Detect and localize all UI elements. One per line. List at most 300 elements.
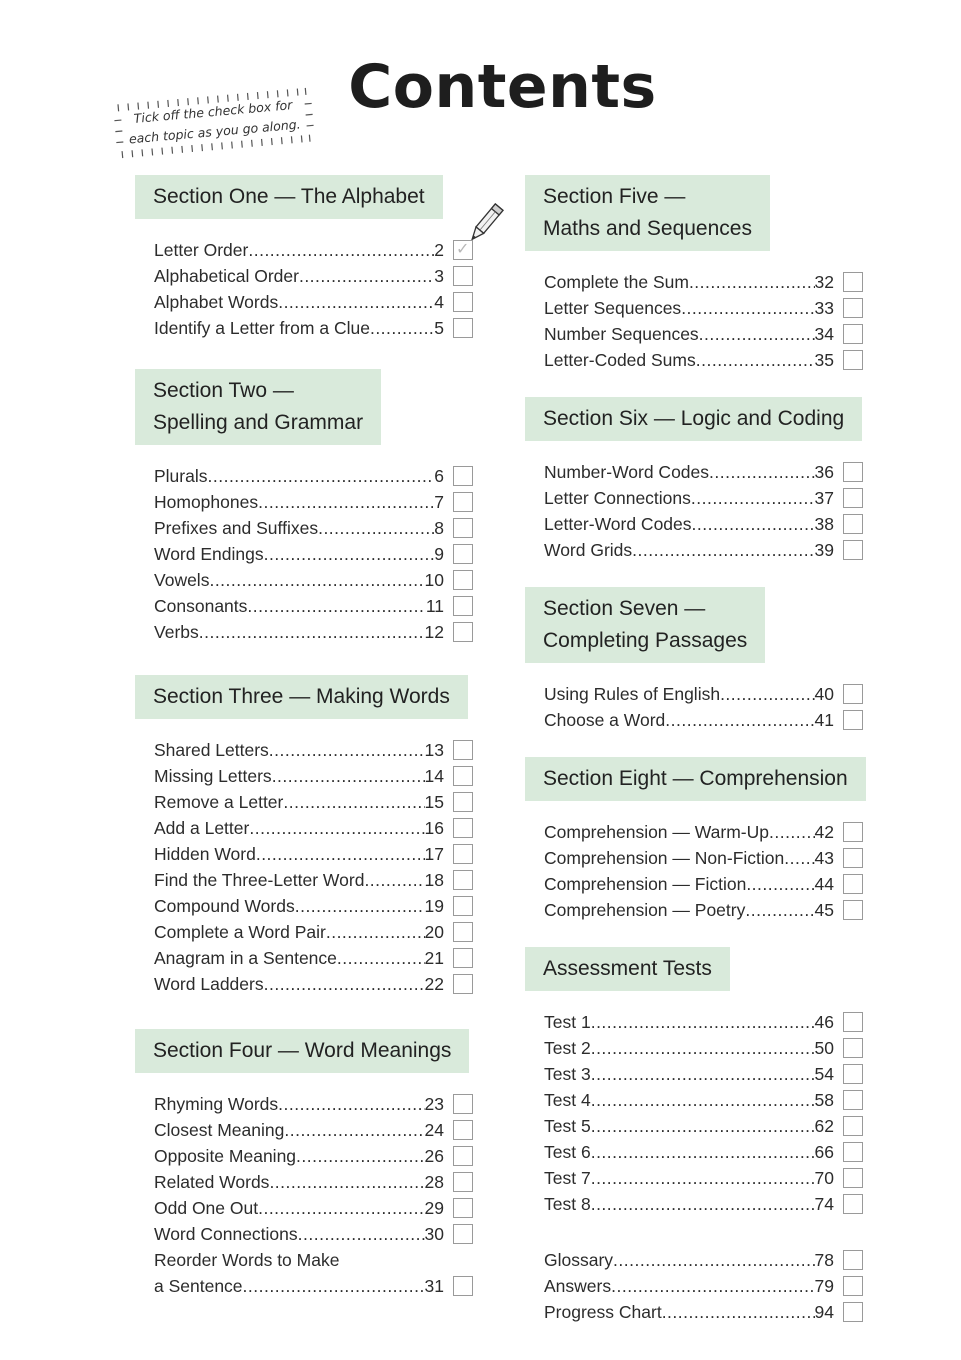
entry-row	[154, 789, 444, 815]
entry-page-number: 35	[814, 350, 834, 370]
entry-page-number: 3	[434, 266, 444, 286]
contents-section	[135, 175, 480, 341]
entry-page-number: 2	[434, 240, 444, 260]
toc-entry[interactable]	[525, 321, 870, 347]
entry-row	[154, 489, 444, 515]
checkbox[interactable]	[843, 1064, 863, 1084]
entry-page-number: 46	[814, 1012, 834, 1032]
entry-row	[544, 295, 834, 321]
entry-name: Comprehension — Fiction	[544, 874, 747, 894]
entry-page-number: 19	[424, 896, 444, 916]
dot-leader	[699, 321, 815, 347]
toc-entry[interactable]	[525, 681, 870, 707]
checkbox[interactable]	[453, 922, 473, 942]
checkbox[interactable]	[453, 1172, 473, 1192]
entry-page-number: 28	[424, 1172, 444, 1192]
checkbox[interactable]	[453, 492, 473, 512]
section-heading	[135, 369, 381, 445]
entry-row	[544, 1139, 834, 1165]
checkbox[interactable]	[453, 570, 473, 590]
toc-entry[interactable]	[135, 263, 480, 289]
toc-entry[interactable]	[525, 459, 870, 485]
entry-page-number: 78	[814, 1250, 834, 1270]
checkbox[interactable]	[843, 1012, 863, 1032]
entry-name: Letter-Word Codes	[544, 514, 692, 534]
entry-page-number: 7	[434, 492, 444, 512]
section-spacer	[525, 733, 870, 757]
entry-page-number: 11	[425, 596, 444, 616]
entry-row	[544, 897, 834, 923]
entry-page-number: 5	[434, 318, 444, 338]
entry-name: Verbs	[154, 622, 199, 642]
toc-entry[interactable]	[525, 1061, 870, 1087]
toc-entry[interactable]	[525, 1087, 870, 1113]
dot-leader	[591, 1009, 815, 1035]
entry-row	[544, 1165, 834, 1191]
entry-name: Letter Sequences	[544, 298, 682, 318]
toc-entry[interactable]	[135, 315, 480, 341]
checkbox[interactable]	[843, 1168, 863, 1188]
entry-row	[544, 537, 834, 563]
entry-name: Identify a Letter from a Clue	[154, 318, 370, 338]
toc-entry[interactable]	[525, 1273, 870, 1299]
entry-row	[154, 1091, 444, 1117]
entry-name: Find the Three-Letter Word	[154, 870, 365, 890]
checkbox[interactable]	[453, 1224, 473, 1244]
toc-entry[interactable]	[525, 707, 870, 733]
toc-entry[interactable]	[525, 1139, 870, 1165]
entry-row	[154, 1169, 444, 1195]
checkbox[interactable]	[453, 740, 473, 760]
toc-entry[interactable]	[135, 237, 480, 263]
dot-leader	[284, 1117, 424, 1143]
toc-entry[interactable]	[525, 897, 870, 923]
entry-name: a Sentence	[154, 1276, 243, 1296]
dot-leader	[591, 1191, 815, 1217]
checkbox[interactable]	[453, 1094, 473, 1114]
entry-row	[544, 269, 834, 295]
dot-leader	[591, 1061, 815, 1087]
dot-leader	[326, 919, 425, 945]
entry-row	[154, 763, 444, 789]
entry-row	[154, 1117, 444, 1143]
section-heading-line: Maths and Sequences	[543, 217, 752, 240]
checkbox[interactable]	[453, 974, 473, 994]
section-spacer	[525, 1217, 870, 1247]
toc-entry[interactable]	[135, 763, 480, 789]
toc-entry[interactable]	[135, 971, 480, 997]
entry-name: Consonants	[154, 596, 248, 616]
entry-name: Word Grids	[544, 540, 633, 560]
toc-entry[interactable]	[525, 1299, 870, 1325]
section-spacer	[525, 563, 870, 587]
contents-section	[525, 587, 870, 733]
checkbox[interactable]	[843, 848, 863, 868]
toc-entry[interactable]	[135, 789, 480, 815]
entry-page-number: 9	[434, 544, 444, 564]
entry-page-number: 21	[424, 948, 444, 968]
entry-row	[544, 1299, 834, 1325]
section-heading	[525, 757, 866, 801]
dot-leader	[298, 1221, 425, 1247]
section-heading-line: Section Three — Making Words	[153, 685, 450, 708]
entry-name: Shared Letters	[154, 740, 269, 760]
entry-page-number: 13	[424, 740, 444, 760]
entry-name: Comprehension — Non-Fiction	[544, 848, 785, 868]
checkbox[interactable]	[843, 1038, 863, 1058]
toc-entry[interactable]	[135, 867, 480, 893]
checkbox[interactable]	[843, 874, 863, 894]
entry-name: Answers	[544, 1276, 612, 1296]
dot-leader	[269, 1169, 424, 1195]
section-spacer	[135, 341, 480, 369]
dot-leader	[337, 945, 425, 971]
entry-page-number: 24	[424, 1120, 444, 1140]
dot-leader	[247, 593, 425, 619]
entry-row	[544, 871, 834, 897]
dot-leader	[665, 707, 814, 733]
entry-row	[544, 1191, 834, 1217]
entry-name: Letter-Coded Sums	[544, 350, 696, 370]
entry-row	[154, 515, 444, 541]
toc-entry[interactable]	[135, 919, 480, 945]
dot-leader	[318, 515, 434, 541]
dot-leader	[258, 489, 434, 515]
dot-leader	[709, 459, 815, 485]
checkbox[interactable]	[453, 292, 473, 312]
toc-entry[interactable]	[135, 619, 480, 645]
entry-page-number: 30	[424, 1224, 444, 1244]
checkbox[interactable]	[453, 896, 473, 916]
entry-page-number: 20	[424, 922, 444, 942]
dot-leader	[278, 289, 434, 315]
toc-entry[interactable]	[525, 819, 870, 845]
toc-entry[interactable]	[525, 1191, 870, 1217]
dot-leader	[208, 463, 435, 489]
contents-section	[525, 947, 870, 1217]
entry-row	[154, 567, 444, 593]
toc-entry[interactable]	[135, 945, 480, 971]
checkbox[interactable]	[843, 350, 863, 370]
entry-row	[544, 707, 834, 733]
entry-name: Glossary	[544, 1250, 614, 1270]
dot-leader	[199, 619, 425, 645]
entry-row	[544, 1035, 834, 1061]
entry-row	[544, 459, 834, 485]
toc-entry[interactable]	[525, 1113, 870, 1139]
checkbox[interactable]	[453, 870, 473, 890]
entry-page-number: 62	[814, 1116, 834, 1136]
dot-leader	[696, 347, 815, 373]
entry-row	[154, 737, 444, 763]
checkbox[interactable]	[453, 518, 473, 538]
entry-page-number: 18	[424, 870, 444, 890]
checkbox[interactable]	[843, 298, 863, 318]
toc-entry[interactable]	[135, 593, 480, 619]
checkbox[interactable]	[843, 462, 863, 482]
entry-name: Complete the Sum	[544, 272, 689, 292]
dot-leader	[258, 1195, 424, 1221]
section-heading-line: Spelling and Grammar	[153, 411, 364, 434]
contents-section	[135, 369, 480, 645]
toc-entry[interactable]	[135, 289, 480, 315]
dot-leader	[370, 315, 434, 341]
section-heading	[135, 675, 468, 719]
checkbox[interactable]	[453, 766, 473, 786]
entry-row	[154, 541, 444, 567]
entry-name: Word Connections	[154, 1224, 298, 1244]
entry-row	[544, 1009, 834, 1035]
entry-row	[154, 945, 444, 971]
dot-leader	[295, 893, 425, 919]
toc-entry[interactable]	[525, 537, 870, 563]
section-heading	[525, 175, 770, 251]
entry-name: Test 6	[544, 1142, 591, 1162]
checkbox[interactable]	[453, 318, 473, 338]
checkbox[interactable]	[843, 684, 863, 704]
checkbox[interactable]	[843, 710, 863, 730]
section-heading-line: Section Two —	[153, 379, 294, 402]
entry-page-number: 33	[814, 298, 834, 318]
entry-name: Progress Chart	[544, 1302, 662, 1322]
entry-name: Anagram in a Sentence	[154, 948, 337, 968]
dot-leader	[591, 1113, 815, 1139]
entry-row	[154, 1143, 444, 1169]
dot-leader	[299, 263, 434, 289]
entry-name: Closest Meaning	[154, 1120, 285, 1140]
dot-leader	[256, 841, 425, 867]
toc-entry[interactable]	[135, 815, 480, 841]
dot-leader	[296, 1143, 424, 1169]
entry-row	[544, 321, 834, 347]
toc-entry[interactable]	[135, 1091, 480, 1117]
checkbox[interactable]	[843, 324, 863, 344]
entry-page-number: 54	[814, 1064, 834, 1084]
section-heading-line: Assessment Tests	[543, 957, 712, 980]
entry-page-number: 15	[424, 792, 444, 812]
entry-page-number: 23	[424, 1094, 444, 1114]
dot-leader	[278, 1091, 424, 1117]
entry-page-number: 66	[814, 1142, 834, 1162]
entry-name-line1: Reorder Words to Make	[154, 1250, 340, 1270]
toc-entry[interactable]	[135, 463, 480, 489]
entry-name: Test 1	[544, 1012, 591, 1032]
toc-entry[interactable]	[525, 1009, 870, 1035]
checkbox[interactable]	[453, 266, 473, 286]
entry-name: Vowels	[154, 570, 210, 590]
toc-entry[interactable]	[525, 511, 870, 537]
entry-page-number: 8	[434, 518, 444, 538]
entry-page-number: 45	[814, 900, 834, 920]
dot-leader	[720, 681, 814, 707]
entry-page-number: 37	[814, 488, 834, 508]
dot-leader	[249, 815, 424, 841]
toc-entry[interactable]	[135, 1143, 480, 1169]
entry-name: Using Rules of English	[544, 684, 721, 704]
dot-leader	[264, 541, 435, 567]
toc-entry[interactable]	[525, 871, 870, 897]
entry-name: Rhyming Words	[154, 1094, 279, 1114]
toc-entry[interactable]	[525, 347, 870, 373]
checkbox[interactable]	[843, 1302, 863, 1322]
entry-row	[544, 1273, 834, 1299]
entry-row	[544, 485, 834, 511]
entry-name: Complete a Word Pair	[154, 922, 326, 942]
section-heading	[525, 947, 730, 991]
dot-leader	[283, 789, 424, 815]
dot-leader	[591, 1087, 815, 1113]
entry-page-number: 79	[814, 1276, 834, 1296]
dot-leader	[272, 763, 425, 789]
dot-leader	[264, 971, 425, 997]
section-spacer	[135, 645, 480, 675]
dot-leader	[692, 511, 815, 537]
toc-entry[interactable]	[135, 1169, 480, 1195]
entry-row	[154, 263, 444, 289]
section-spacer	[525, 923, 870, 947]
toc-entry[interactable]	[525, 1165, 870, 1191]
entry-page-number: 74	[814, 1194, 834, 1214]
checkbox[interactable]	[453, 818, 473, 838]
entry-row	[154, 867, 444, 893]
checkbox[interactable]	[843, 1090, 863, 1110]
section-heading	[135, 175, 443, 219]
contents-right-column	[525, 175, 870, 1325]
entry-row	[544, 1113, 834, 1139]
section-heading-line: Section Eight — Comprehension	[543, 767, 848, 790]
entry-row	[544, 845, 834, 871]
section-spacer	[525, 373, 870, 397]
toc-entry[interactable]	[525, 1035, 870, 1061]
entry-row	[154, 619, 444, 645]
entry-name: Hidden Word	[154, 844, 256, 864]
toc-entry[interactable]	[135, 515, 480, 541]
toc-entry[interactable]	[135, 541, 480, 567]
entry-name: Plurals	[154, 466, 208, 486]
checkbox[interactable]	[453, 544, 473, 564]
checkbox[interactable]	[453, 240, 473, 260]
section-heading-line: Section Six — Logic and Coding	[543, 407, 845, 430]
section-heading	[525, 587, 765, 663]
entry-row	[544, 1087, 834, 1113]
entry-name: Opposite Meaning	[154, 1146, 297, 1166]
toc-entry[interactable]	[525, 845, 870, 871]
entry-page-number: 34	[814, 324, 834, 344]
contents-section	[135, 675, 480, 997]
entry-name: Test 2	[544, 1038, 591, 1058]
entry-name: Word Ladders	[154, 974, 264, 994]
contents-section	[525, 1247, 870, 1325]
dot-leader	[662, 1299, 815, 1325]
checkbox[interactable]	[843, 488, 863, 508]
entry-page-number: 22	[424, 974, 444, 994]
checkbox[interactable]	[843, 1276, 863, 1296]
checkbox[interactable]	[843, 900, 863, 920]
dot-leader	[243, 1273, 425, 1299]
entry-name: Missing Letters	[154, 766, 272, 786]
entry-page-number: 4	[434, 292, 444, 312]
entry-name: Letter Connections	[544, 488, 691, 508]
toc-entry[interactable]	[135, 489, 480, 515]
checkbox[interactable]	[453, 622, 473, 642]
entry-row	[544, 1247, 834, 1273]
toc-entry[interactable]	[525, 1247, 870, 1273]
checkbox[interactable]	[453, 1120, 473, 1140]
entry-page-number: 42	[814, 822, 834, 842]
entry-row	[154, 593, 444, 619]
checkbox[interactable]	[453, 792, 473, 812]
checkbox[interactable]	[453, 596, 473, 616]
entry-page-number: 94	[814, 1302, 834, 1322]
toc-entry[interactable]	[525, 485, 870, 511]
toc-entry[interactable]	[135, 1195, 480, 1221]
dot-leader	[745, 897, 814, 923]
checkbox[interactable]	[843, 514, 863, 534]
entry-page-number: 50	[814, 1038, 834, 1058]
checkbox[interactable]	[843, 822, 863, 842]
entry-name: Odd One Out	[154, 1198, 259, 1218]
entry-name: Compound Words	[154, 896, 295, 916]
dot-leader	[209, 567, 424, 593]
checkbox[interactable]	[843, 540, 863, 560]
toc-entry[interactable]	[525, 269, 870, 295]
entry-name: Test 3	[544, 1064, 591, 1084]
entry-name: Homophones	[154, 492, 259, 512]
entry-row	[544, 347, 834, 373]
toc-entry[interactable]	[135, 737, 480, 763]
checkbox[interactable]	[453, 466, 473, 486]
entry-page-number: 17	[424, 844, 444, 864]
checkbox[interactable]	[843, 1142, 863, 1162]
entry-row	[154, 815, 444, 841]
dot-leader	[269, 737, 425, 763]
entry-page-number: 10	[424, 570, 444, 590]
entry-name: Test 8	[544, 1194, 591, 1214]
entry-row	[154, 1221, 444, 1247]
entry-page-number: 16	[424, 818, 444, 838]
toc-entry[interactable]	[135, 1247, 480, 1299]
entry-name: Alphabet Words	[154, 292, 279, 312]
entry-row	[154, 315, 444, 341]
toc-entry[interactable]	[135, 893, 480, 919]
entry-name: Comprehension — Poetry	[544, 900, 746, 920]
toc-entry[interactable]	[135, 1221, 480, 1247]
entry-page-number: 44	[814, 874, 834, 894]
entry-page-number: 32	[814, 272, 834, 292]
checkbox[interactable]	[843, 272, 863, 292]
entry-row	[154, 971, 444, 997]
contents-section	[525, 175, 870, 373]
checkbox[interactable]	[453, 1276, 473, 1296]
entry-page-number: 29	[424, 1198, 444, 1218]
entry-name: Number-Word Codes	[544, 462, 710, 482]
toc-entry[interactable]	[525, 295, 870, 321]
checkbox[interactable]	[453, 844, 473, 864]
checkbox[interactable]	[453, 948, 473, 968]
checkbox[interactable]	[453, 1146, 473, 1166]
checkbox[interactable]	[843, 1250, 863, 1270]
checkbox[interactable]	[453, 1198, 473, 1218]
dot-leader	[632, 537, 814, 563]
checkmark-icon: ✓	[456, 241, 470, 258]
toc-entry[interactable]	[135, 841, 480, 867]
dot-leader	[591, 1139, 815, 1165]
entry-name: Alphabetical Order	[154, 266, 299, 286]
checkbox[interactable]	[843, 1194, 863, 1214]
toc-entry[interactable]	[135, 1117, 480, 1143]
toc-entry[interactable]	[135, 567, 480, 593]
checkbox[interactable]	[843, 1116, 863, 1136]
